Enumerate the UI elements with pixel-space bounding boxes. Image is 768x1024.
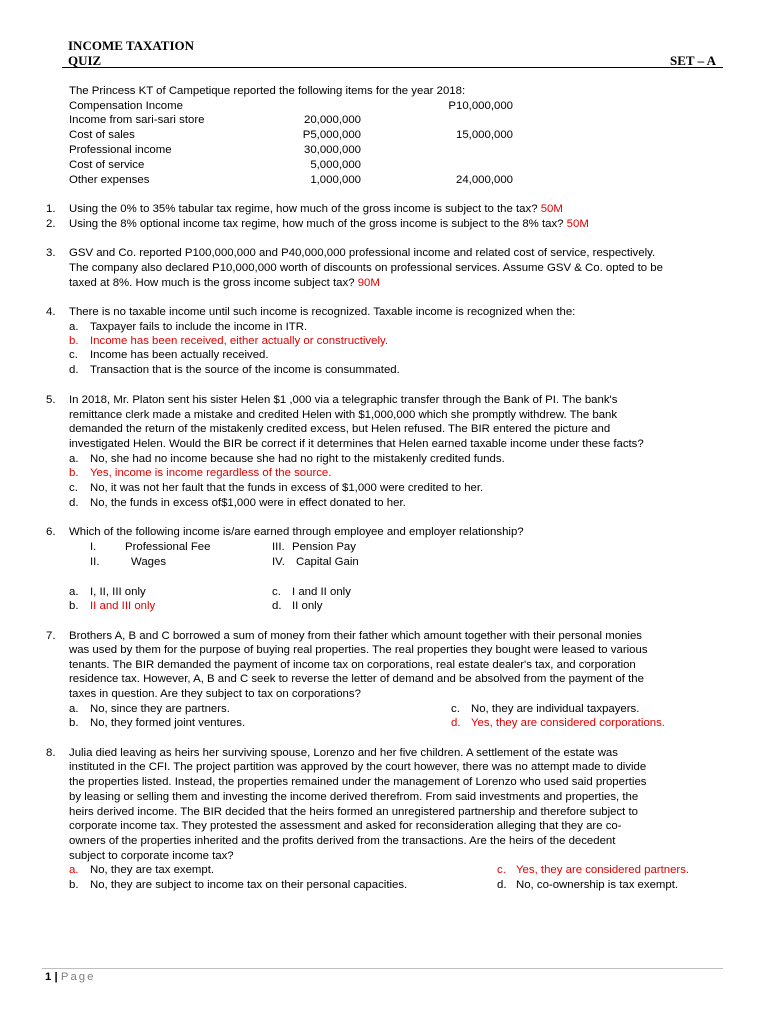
item-amount: 5,000,000: [310, 159, 361, 171]
option-letter: c.: [451, 703, 460, 715]
doc-subtitle: QUIZ: [68, 53, 102, 68]
question-number: 5.: [46, 394, 56, 406]
option-text: No, it was not her fault that the funds in excess of $1,000 were credited to her.: [90, 482, 484, 494]
header-rule: [62, 67, 723, 68]
option-text-correct: Income has been received, either actually or constructively.: [90, 335, 388, 347]
option-text: Taxpayer fails to include the income in ITR.: [90, 321, 308, 333]
item-amount: P5,000,000: [302, 129, 361, 141]
roman-num: IV.: [272, 556, 285, 568]
answer-key: 90M: [357, 277, 380, 289]
question-line: Julia died leaving as heirs her surviving spouse, Lorenzo and her five children. A settlement of the estate was: [69, 747, 618, 759]
question-line: instituted in the CFI. The project partition was approved by the court however, there was no attempt made to divide: [69, 761, 647, 773]
question-line: was used by them for the purpose of buying real properties. The real properties they bought were leased to various: [69, 644, 648, 656]
roman-num: II.: [90, 556, 100, 568]
page-separator: |: [54, 971, 58, 983]
answer-key: 50M: [566, 218, 589, 230]
set-label: SET – A: [670, 53, 717, 68]
question-line: owners of the properties inherited and the profits derived from the transactions. Are the heirs of the decedent: [69, 835, 616, 847]
question-line: remittance clerk made a mistake and credited Helen with $1,000,000 which she promptly withdrew. The bank: [69, 409, 618, 421]
question-text: There is no taxable income until such income is recognized. Taxable income is recognized when the:: [69, 306, 576, 318]
option-text: No, the funds in excess of$1,000 were in effect donated to her.: [90, 497, 406, 509]
question-stem: Using the 8% optional income tax regime, how much of the gross income is subject to the 8% tax?: [69, 218, 564, 230]
question-number: 2.: [46, 218, 56, 230]
question-line: by leasing or selling them and investing the income derived therefrom. From said investments and properties, the: [69, 791, 639, 803]
option-letter: d.: [497, 879, 507, 891]
question-stem: Using the 0% to 35% tabular tax regime, how much of the gross income is subject to the tax?: [69, 203, 538, 215]
question-line: In 2018, Mr. Platon sent his sister Helen $1 ,000 via a telegraphic transfer through the Bank of PI. The bank's: [69, 394, 618, 406]
question-line: GSV and Co. reported P100,000,000 and P40,000,000 professional income and related cost of service, respectively.: [69, 247, 656, 259]
item-total: 15,000,000: [455, 129, 513, 141]
roman-item: Professional Fee: [125, 541, 211, 553]
option-text: No, she had no income because she had no right to the mistakenly credited funds.: [90, 453, 505, 465]
question-line: demanded the return of the mistakenly credited excess, but Helen refused. The BIR entered the picture and: [69, 423, 611, 435]
option-text: No, they are individual taxpayers.: [471, 703, 640, 715]
question-line: [69, 276, 380, 290]
page-number: 1: [45, 971, 52, 983]
item-total: 24,000,000: [455, 174, 513, 186]
option-letter: d.: [69, 497, 79, 509]
option-letter: b.: [69, 467, 79, 479]
option-text: No, co-ownership is tax exempt.: [516, 879, 679, 891]
question-number: 4.: [46, 306, 56, 318]
question-text: [69, 217, 589, 231]
option-letter: b.: [69, 335, 79, 347]
option-text: Income has been actually received.: [90, 349, 269, 361]
question-text: [69, 202, 563, 216]
option-text: No, they are tax exempt.: [90, 864, 215, 876]
question-line: Brothers A, B and C borrowed a sum of money from their father which amount together with their personal monies: [69, 630, 642, 642]
option-letter: a.: [69, 586, 79, 598]
option-letter: a.: [69, 453, 79, 465]
option-letter: d.: [69, 364, 79, 376]
option-text-correct: Yes, they are considered corporations.: [471, 717, 665, 729]
question-line: investigated Helen. Would the BIR be correct if it determines that Helen earned taxable income under these facts?: [69, 438, 644, 450]
question-line: The company also declared P10,000,000 worth of discounts on professional services. Assume GSV & Co. opted to be: [69, 262, 663, 274]
item-total: P10,000,000: [448, 100, 513, 112]
option-letter: a.: [69, 321, 79, 333]
question-number: 8.: [46, 747, 56, 759]
option-text: II only: [292, 600, 323, 612]
item-amount: 1,000,000: [310, 174, 361, 186]
question-line: taxes in question. Are they subject to tax on corporations?: [69, 688, 361, 700]
option-text-correct: II and III only: [90, 600, 156, 612]
option-letter: a.: [69, 864, 79, 876]
item-amount: 20,000,000: [303, 114, 361, 126]
item-label: Cost of sales: [69, 129, 135, 141]
option-letter: b.: [69, 879, 79, 891]
option-text: No, they are subject to income tax on their personal capacities.: [90, 879, 408, 891]
option-letter: c.: [497, 864, 506, 876]
answer-key: 50M: [540, 203, 563, 215]
question-stem: taxed at 8%. How much is the gross income subject tax?: [69, 277, 355, 289]
question-line: subject to corporate income tax?: [69, 850, 234, 862]
item-label: Compensation Income: [69, 100, 183, 112]
roman-item: Pension Pay: [292, 541, 356, 553]
roman-num: I.: [90, 541, 97, 553]
question-number: 7.: [46, 630, 56, 642]
option-text: No, since they are partners.: [90, 703, 230, 715]
question-number: 3.: [46, 247, 56, 259]
intro-statement: The Princess KT of Campetique reported the following items for the year 2018:: [69, 85, 466, 97]
option-text: I, II, III only: [90, 586, 146, 598]
option-text-correct: Yes, income is income regardless of the source.: [90, 467, 332, 479]
roman-item: Capital Gain: [296, 556, 359, 568]
question-text: Which of the following income is/are earned through employee and employer relationship?: [69, 526, 524, 538]
option-letter: d.: [451, 717, 461, 729]
doc-title: INCOME TAXATION: [68, 38, 195, 53]
footer-rule: [42, 968, 723, 969]
roman-item: Wages: [131, 556, 167, 568]
item-label: Cost of service: [69, 159, 145, 171]
question-number: 1.: [46, 203, 56, 215]
option-text: Transaction that is the source of the income is consummated.: [90, 364, 400, 376]
option-letter: d.: [272, 600, 282, 612]
option-text-correct: Yes, they are considered partners.: [516, 864, 690, 876]
option-letter: c.: [272, 586, 281, 598]
page-word: Page: [60, 971, 96, 983]
item-label: Other expenses: [69, 174, 150, 186]
question-line: residence tax. However, A, B and C seek to reverse the letter of demand and be absolved from the payment of the: [69, 673, 644, 685]
option-letter: a.: [69, 703, 79, 715]
question-line: corporate income tax. They protested the assessment and asked for reconsideration alleging that they are co-: [69, 820, 622, 832]
option-letter: c.: [69, 482, 78, 494]
question-number: 6.: [46, 526, 56, 538]
item-label: Professional income: [69, 144, 172, 156]
option-letter: b.: [69, 600, 79, 612]
roman-num: III.: [272, 541, 285, 553]
option-text: No, they formed joint ventures.: [90, 717, 246, 729]
question-line: heirs derived income. The BIR decided that the heirs formed an unregistered partnership and therefore subject to: [69, 806, 639, 818]
question-line: tenants. The BIR demanded the payment of income tax on corporations, real estate dealer's tax, and corporation: [69, 659, 636, 671]
item-label: Income from sari-sari store: [69, 114, 205, 126]
option-letter: b.: [69, 717, 79, 729]
option-text: I and II only: [292, 586, 351, 598]
question-line: the properties listed. Instead, the properties remained under the management of Lorenzo who used said properties: [69, 776, 647, 788]
item-amount: 30,000,000: [303, 144, 361, 156]
page-footer: [45, 970, 95, 984]
option-letter: c.: [69, 349, 78, 361]
